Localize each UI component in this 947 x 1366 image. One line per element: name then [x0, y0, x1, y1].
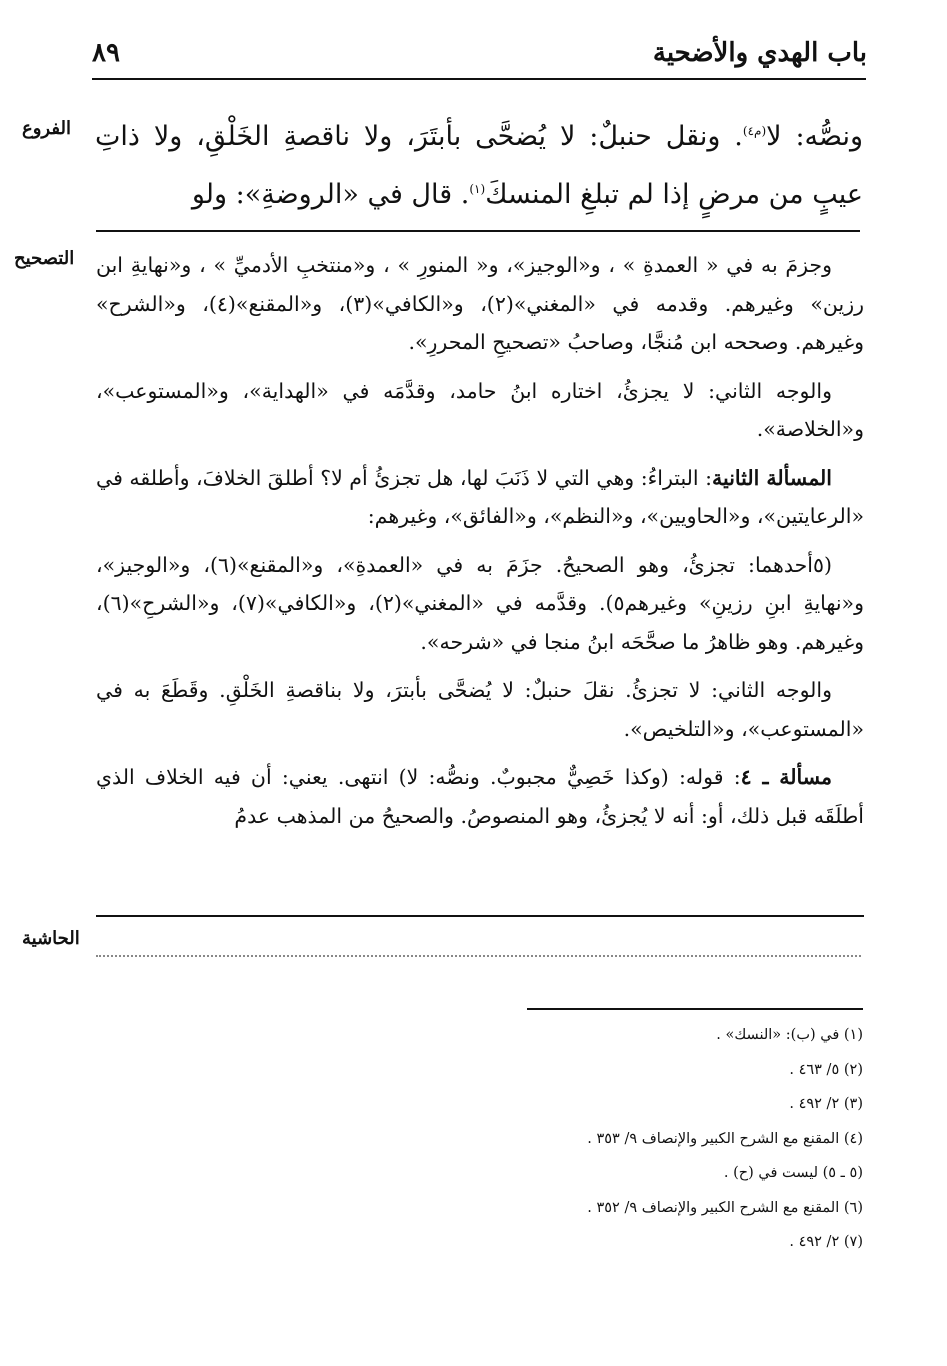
footnote: (٥ ـ ٥) ليست في (ح) . [723, 1165, 863, 1181]
tashih-paragraph [96, 758, 864, 835]
side-label-hashiya: الحاشية [22, 928, 80, 949]
header-rule [92, 78, 866, 80]
paragraph-text: : البتراءُ: وهي التي لا ذَنَبَ لها، هل تجزئُ أم لا؟ أطلقَ الخلافَ، وأطلقه في «الرعايتين»، و«الحاويين»، و«النظم»، و«الفائق»، وغيرهم: [96, 465, 864, 528]
footnote: (٣) ٢/ ٤٩٢ . [789, 1096, 863, 1112]
hashiya-divider [96, 915, 864, 917]
issue-heading: مسألة ـ ٤ [740, 765, 833, 789]
footnote: (٢) ٥/ ٤٦٣ . [789, 1061, 863, 1078]
footnote: (٤) المقنع مع الشرح الكبير والإنصاف ٩/ ٣٥٣ . [587, 1130, 863, 1147]
furu-divider [96, 230, 860, 232]
footnote: (٦) المقنع مع الشرح الكبير والإنصاف ٩/ ٣٥٢ . [587, 1199, 863, 1216]
side-label-furu: الفروع [22, 118, 71, 139]
hashiya-dotted-line [96, 955, 861, 957]
paragraph-text: : قوله: (وكذا خَصِيٌّ مجبوبٌ. ونصُّه: لا) انتهى. يعني: أن فيه الخلاف الذي أطلَقَه قبل ذلك، أو: أنه لا يُجزئُ، وهو المنصوصُ. والصحيحُ من المذهب عدمُ [96, 765, 864, 828]
issue-heading: المسألة الثانية [712, 465, 832, 490]
furu-text [95, 105, 863, 221]
furu-text-part: . ونقل حنبلٌ: لا يُضحَّى بأبتَرَ، ولا ناقصةِ الخَلْقِ، ولا ذاتِ عيبٍ من مرضٍ إذا لم تبلغِ المنسكَ [95, 121, 863, 210]
footnotes [527, 1022, 863, 1264]
tashih-paragraph [96, 459, 864, 536]
furu-text-part: ونصُّه: لا [766, 121, 863, 152]
furu-sup: (م٤) [742, 124, 767, 138]
tashih-paragraph: (٥أحدهما: تجزئُ، وهو الصحيحُ. جزَمَ به في «العمدةِ»، و«المقنع»(٦)، و«الوجيز»، و«نهايةِ ابنِ رزينِ» وغيرهم٥). وقدَّمه في «المغني»(٢)، و«الكافي»(٧)، و«الشرحِ»(٦)، وغيرهم. وهو ظاهرُ ما صحَّحَه ابنُ منجا في «شرحه». [96, 552, 864, 654]
furu-sup: (١) [469, 182, 486, 196]
footnote-separator [527, 1008, 863, 1010]
tashih-paragraph: وجزمَ به في « العمدةِ » ، و«الوجيز»، و« المنورِ » ، و«منتخبِ الأدميِّ » ، و«نهايةِ ابن رزين» وغيرهم. وقدمه في «المغني»(٢)، و«الكافي»(٣)، و«المقنع»(٤)، و«الشرح» وغيرهم. وصححه ابن مُنجَّا، وصاحبُ «تصحيحِ المحررِ». [96, 253, 864, 354]
page-header [92, 38, 867, 72]
page-number: ٨٩ [92, 38, 120, 68]
side-label-tashih: التصحيح [14, 248, 75, 269]
footnote: (٧) ٢/ ٤٩٢ . [789, 1234, 863, 1250]
footnote: (١) في (ب): «النسك» . [716, 1027, 863, 1043]
chapter-title: باب الهدي والأضحية [652, 38, 867, 68]
tashih-text [96, 246, 864, 845]
furu-text-part: . قال في «الروضةِ»: ولو [191, 179, 470, 210]
tashih-paragraph: والوجه الثاني: لا تجزئُ. نقلَ حنبلٌ: لا يُضحَّى بأبترَ، ولا بناقصةِ الخَلْقِ. وقَطَعَ به في «المستوعب»، و«التلخيص». [96, 678, 864, 741]
tashih-paragraph: والوجه الثاني: لا يجزئُ، اختاره ابنُ حامد، وقدَّمَه في «الهداية»، و«المستوعب»، و«الخلاصة». [96, 378, 864, 441]
